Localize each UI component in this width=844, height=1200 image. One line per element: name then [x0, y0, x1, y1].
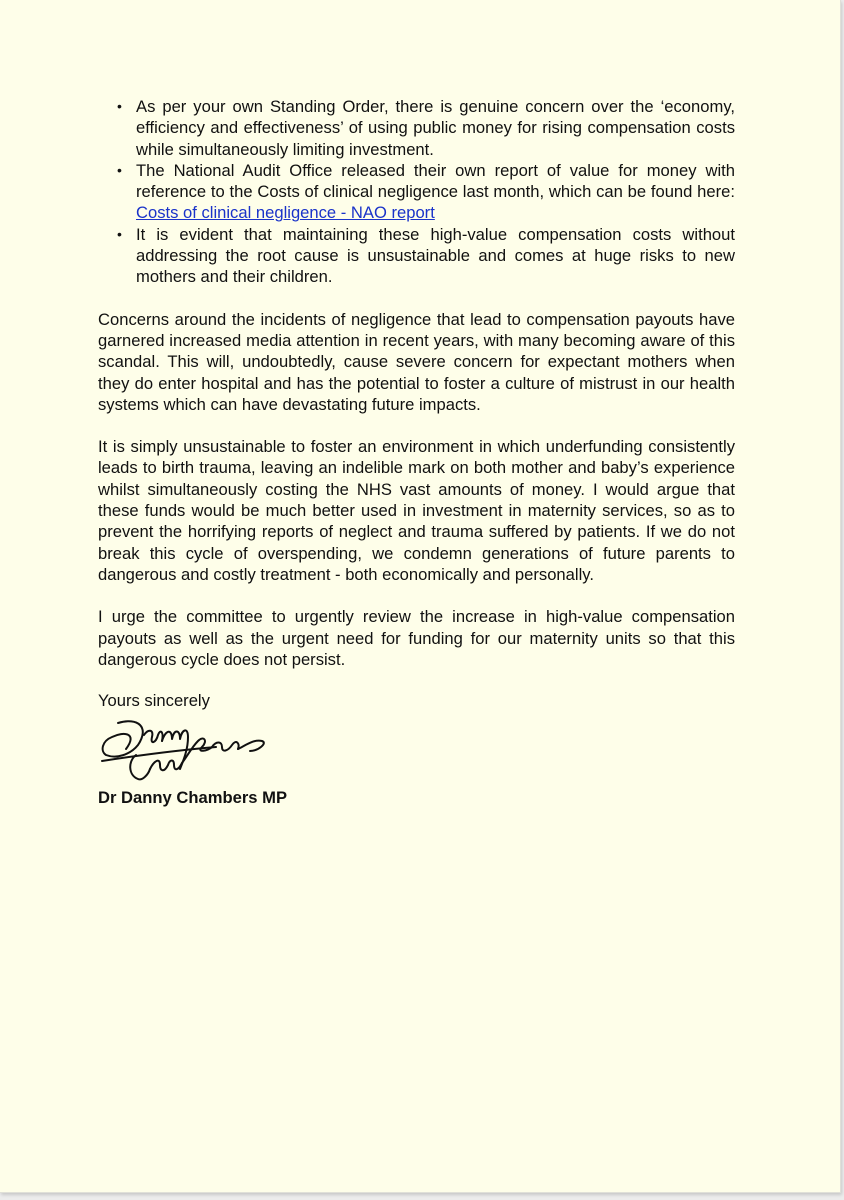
signature-icon — [98, 715, 318, 787]
bullet-item — [117, 160, 735, 224]
signer-name: Dr Danny Chambers MP — [98, 788, 288, 808]
paragraph-urge-committee: I urge the committee to urgently review the increase in high-value compensation payouts as well as the urgent need for funding for our maternity units so that this dangerous cycle does not persist. — [98, 607, 735, 669]
spacer — [98, 585, 735, 606]
spacer — [98, 415, 735, 436]
bullet-icon: • — [117, 161, 122, 178]
bullet-icon: • — [117, 98, 122, 114]
letter-body — [98, 96, 735, 809]
nao-report-link[interactable]: Costs of clinical negligence - NAO report — [136, 203, 435, 223]
closing-salutation: Yours sincerely — [98, 691, 210, 711]
bullet-icon: • — [117, 225, 122, 242]
spacer — [98, 288, 735, 309]
paragraph-unsustainable: It is simply unsustainable to foster an environment in which underfunding consistently leads to birth trauma, leaving an indelible mark on both mother and baby’s experience whilst simultaneously costing the NHS vast amounts of money. I would argue that these funds would be much better used in investment in maternity services, so as to prevent the horrifying reports of neglect and trauma suffered by patients. If we do not break this cycle of overspending, we condemn generations of future parents to dangerous and costly treatment - both economically and personally. — [98, 437, 735, 584]
bullet-text: It is evident that maintaining these high-value compensation costs without addressing the root cause is unsustainable and comes at huge risks to new mothers and their children. — [136, 224, 735, 287]
bullet-text: As per your own Standing Order, there is genuine concern over the ‘economy, efficiency and effectiveness’ of using public money for rising compensation costs while simultaneously limiting investment. — [136, 97, 735, 159]
bullet-item — [117, 224, 735, 288]
bullet-text: The National Audit Office released their own report of value for money with reference to the Costs of clinical negligence last month, which can be found here: — [136, 160, 735, 202]
paragraph-media-attention: Concerns around the incidents of negligence that lead to compensation payouts have garnered increased media attention in recent years, with many becoming aware of this scandal. This will, undoubtedly, cause severe concern for expectant mothers when they do enter hospital and has the potential to foster a culture of mistrust in our health systems which can have devastating future impacts. — [98, 309, 735, 414]
bullet-list — [98, 96, 735, 288]
bullet-item — [117, 96, 735, 160]
